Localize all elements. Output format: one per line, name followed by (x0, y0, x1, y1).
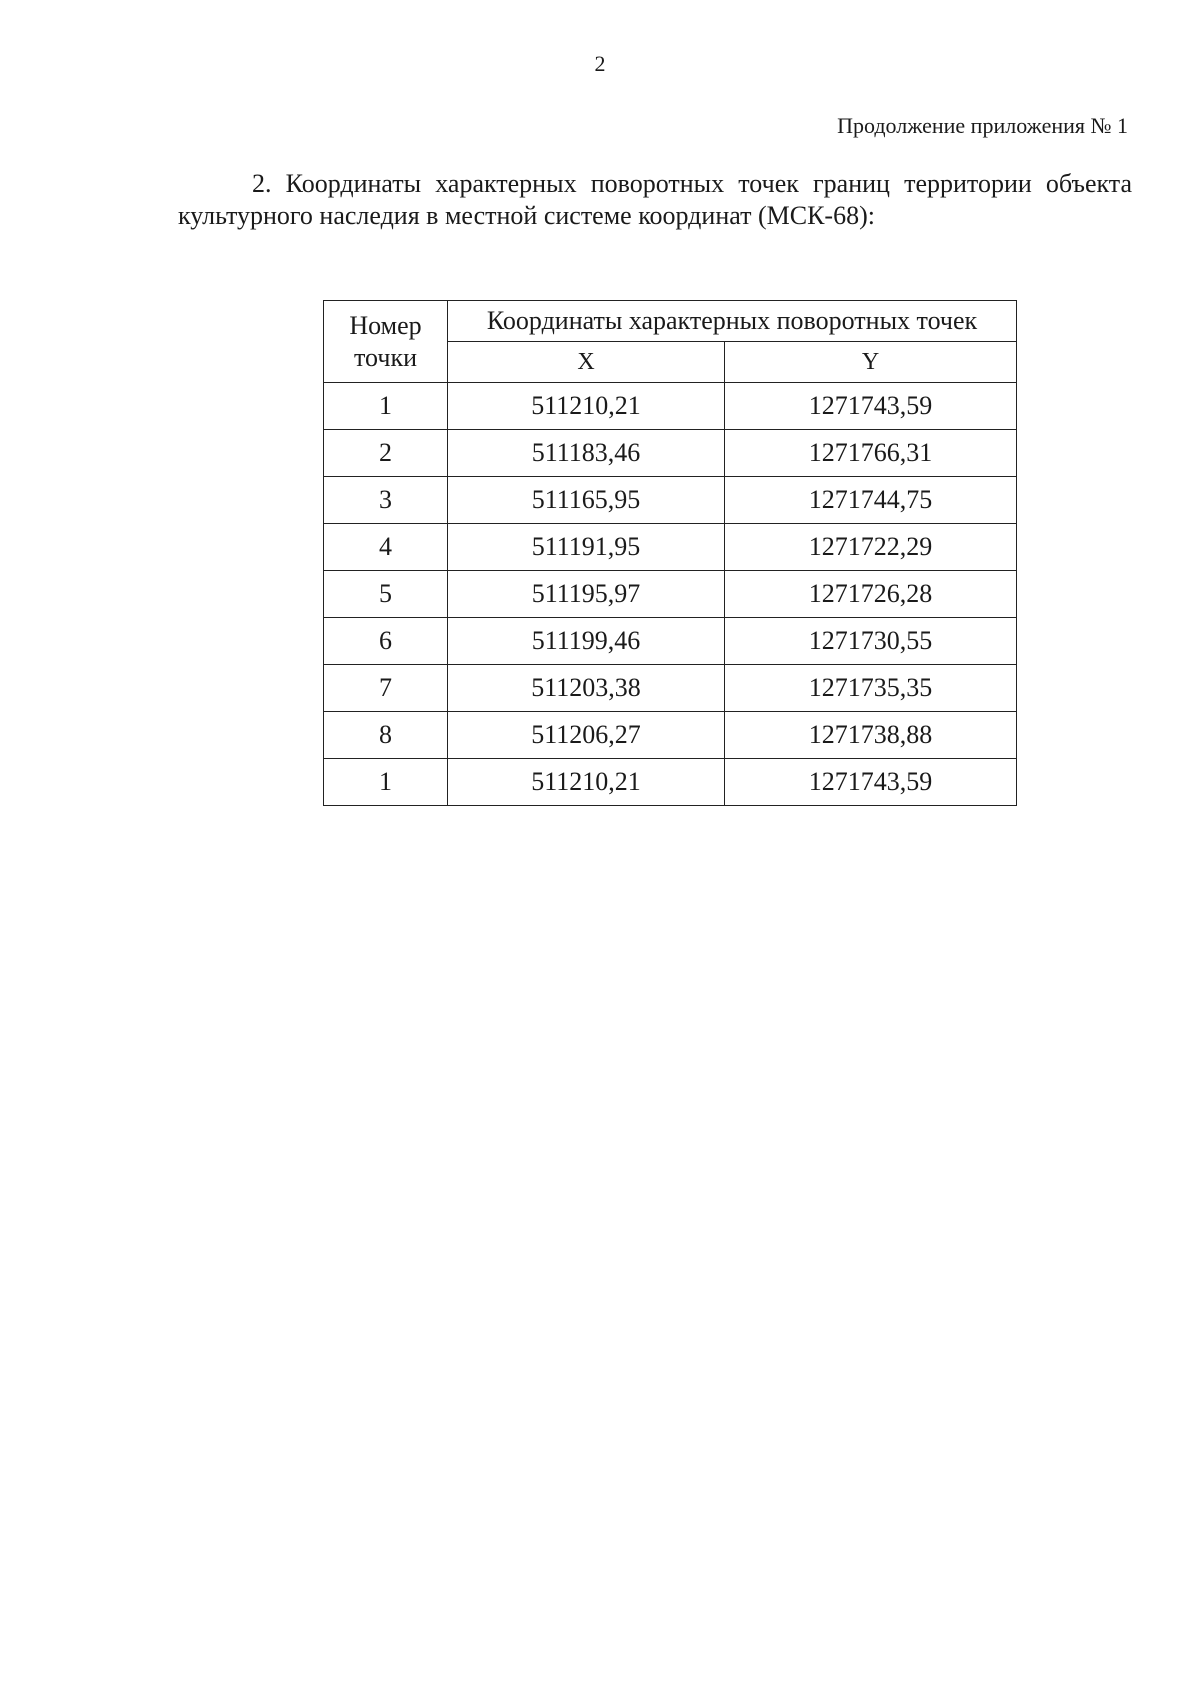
cell-point-number: 2 (324, 430, 448, 477)
cell-x: 511206,27 (448, 712, 725, 759)
cell-point-number: 7 (324, 665, 448, 712)
cell-point-number: 4 (324, 524, 448, 571)
cell-point-number: 6 (324, 618, 448, 665)
cell-y: 1271744,75 (725, 477, 1017, 524)
cell-x: 511210,21 (448, 383, 725, 430)
cell-y: 1271726,28 (725, 571, 1017, 618)
page-number: 2 (594, 51, 606, 76)
cell-point-number: 3 (324, 477, 448, 524)
cell-y: 1271730,55 (725, 618, 1017, 665)
cell-y: 1271743,59 (725, 383, 1017, 430)
table-row (324, 759, 1017, 806)
cell-x: 511199,46 (448, 618, 725, 665)
header-point-number: Номер точки (324, 301, 448, 383)
cell-y: 1271722,29 (725, 524, 1017, 571)
cell-point-number: 8 (324, 712, 448, 759)
cell-point-number: 1 (324, 383, 448, 430)
table-row (324, 665, 1017, 712)
cell-y: 1271743,59 (725, 759, 1017, 806)
table-row (324, 712, 1017, 759)
cell-y: 1271766,31 (725, 430, 1017, 477)
cell-y: 1271738,88 (725, 712, 1017, 759)
table-row (324, 571, 1017, 618)
coordinates-table (323, 300, 1017, 806)
cell-point-number: 5 (324, 571, 448, 618)
table-row (324, 618, 1017, 665)
table-row (324, 524, 1017, 571)
cell-y: 1271735,35 (725, 665, 1017, 712)
header-y: Y (725, 342, 1017, 383)
table-row (324, 430, 1017, 477)
cell-x: 511191,95 (448, 524, 725, 571)
table-row (324, 477, 1017, 524)
cell-point-number: 1 (324, 759, 448, 806)
intro-paragraph: 2. Координаты характерных поворотных точек границ территории объекта культурного наследия в местной системе координат (МСК-68): (178, 169, 1132, 230)
table-row (324, 383, 1017, 430)
cell-x: 511195,97 (448, 571, 725, 618)
appendix-note: Продолжение приложения № 1 (837, 113, 1128, 138)
header-x: X (448, 342, 725, 383)
cell-x: 511210,21 (448, 759, 725, 806)
cell-x: 511203,38 (448, 665, 725, 712)
cell-x: 511183,46 (448, 430, 725, 477)
header-coordinates: Координаты характерных поворотных точек (448, 301, 1017, 342)
cell-x: 511165,95 (448, 477, 725, 524)
